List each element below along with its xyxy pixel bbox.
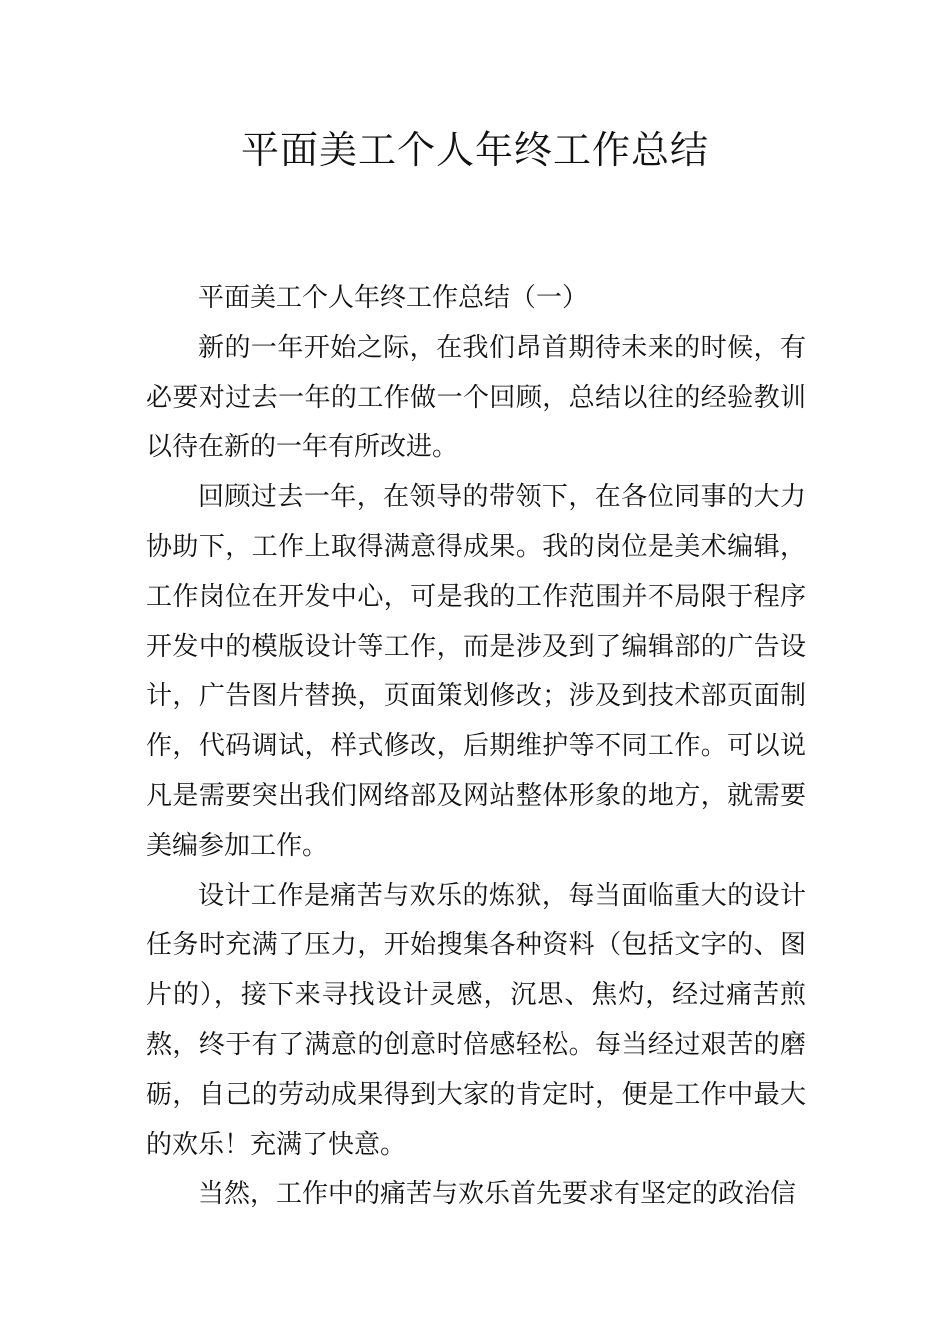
paragraph: 新的一年开始之际，在我们昂首期待未来的时候，有必要对过去一年的工作做一个回顾，总结以往的经验教训以待在新的一年有所改进。 <box>146 332 806 463</box>
section-heading: 平面美工个人年终工作总结（一） <box>198 283 589 313</box>
document-body <box>146 274 806 1220</box>
paragraph: 设计工作是痛苦与欢乐的炼狱，每当面临重大的设计任务时充满了压力，开始搜集各种资料（包括文字的、图片的），接下来寻找设计灵感，沉思、焦灼，经过痛苦煎熬，终于有了满意的创意时倍感轻松。每当经过艰苦的磨砺，自己的劳动成果得到大家的肯定时，便是工作中最大的欢乐！充满了快意。 <box>146 880 806 1160</box>
paragraph: 当然，工作中的痛苦与欢乐首先要求有坚定的政治信 <box>198 1179 797 1210</box>
paragraph: 回顾过去一年，在领导的带领下，在各位同事的大力协助下，工作上取得满意得成果。我的岗位是美术编辑，工作岗位在开发中心，可是我的工作范围并不局限于程序开发中的模版设计等工作，而是涉及到了编辑部的广告设计，广告图片替换，页面策划修改；涉及到技术部页面制作，代码调试，样式修改，后期维护等不同工作。可以说凡是需要突出我们网络部及网站整体形象的地方，就需要美编参加工作。 <box>146 482 806 861</box>
document-title: 平面美工个人年终工作总结 <box>240 128 709 172</box>
